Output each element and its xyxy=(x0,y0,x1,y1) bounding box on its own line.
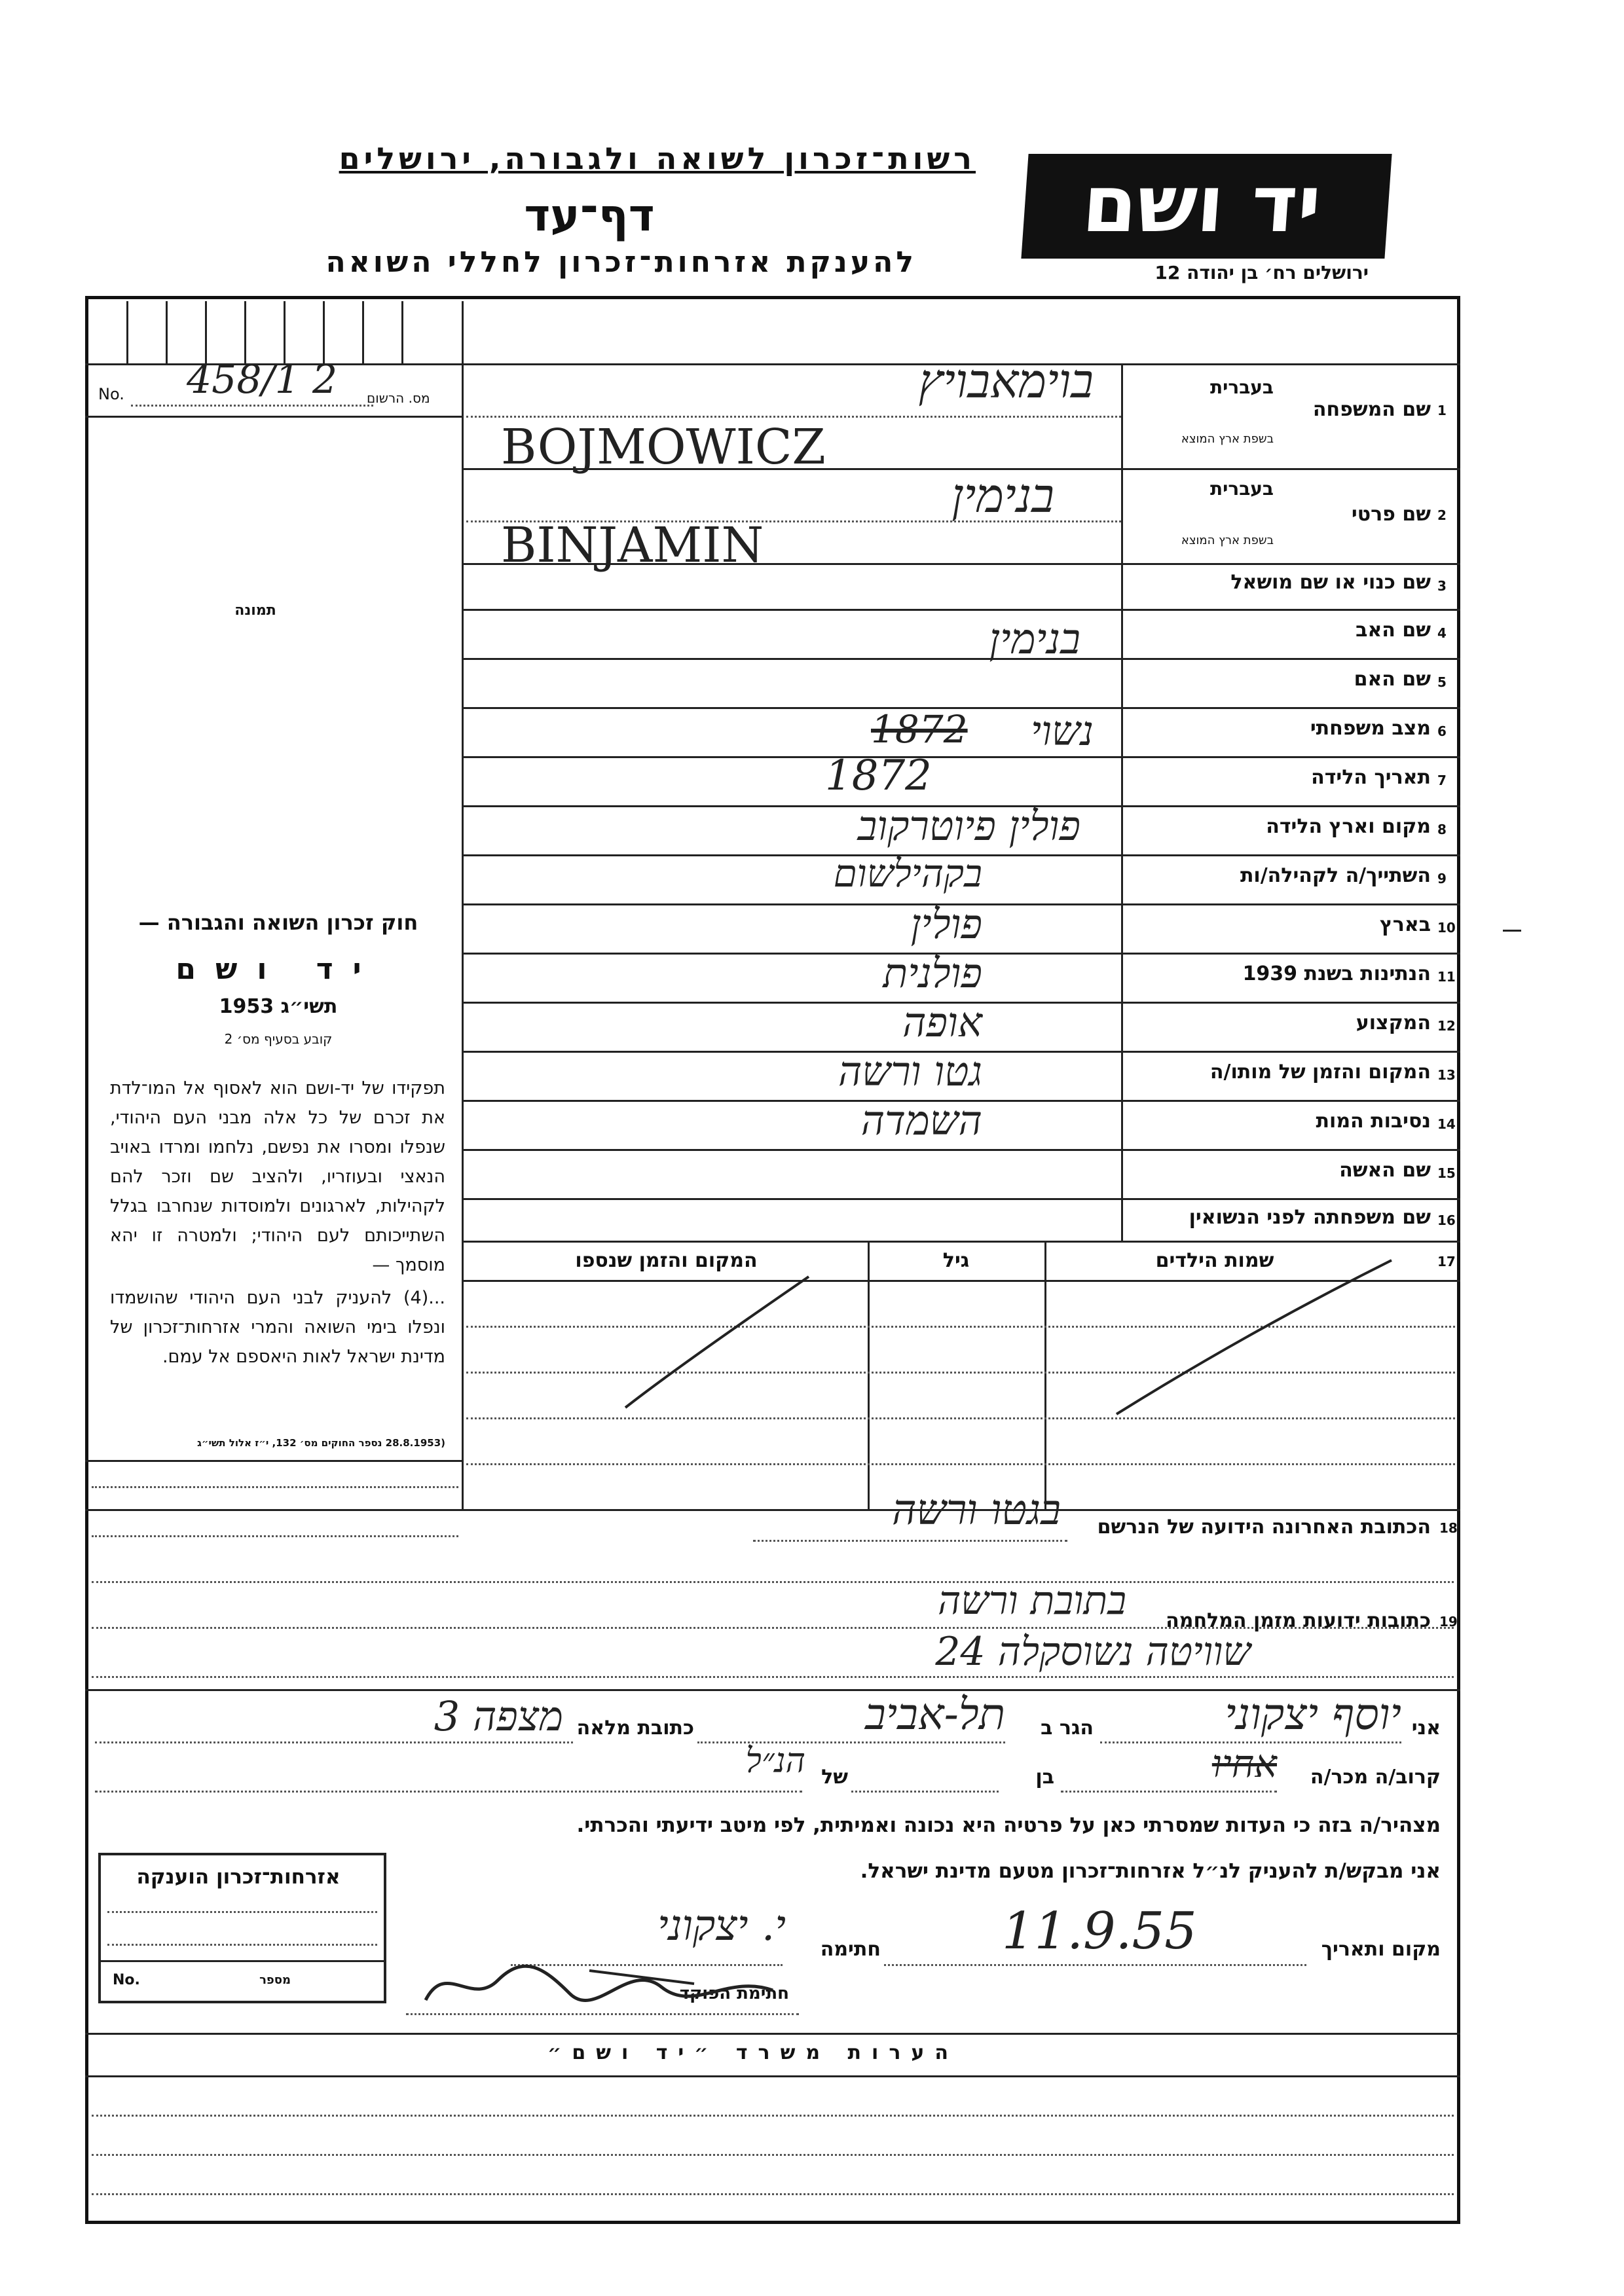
field-7-number: 7 xyxy=(1437,773,1447,788)
field-16-label: שם משפחתה לפני הנשואין xyxy=(1189,1206,1431,1229)
field-4-label: שם האב xyxy=(1356,619,1431,642)
children-strikeout-marks xyxy=(462,1241,1460,1509)
field-10-number: 10 xyxy=(1437,920,1456,936)
field-7-value[interactable]: 1872 xyxy=(825,752,932,800)
field-15-label: שם האשה xyxy=(1339,1159,1431,1182)
field-7-label: תאריך הלידה xyxy=(1311,766,1431,789)
field-8-label: מקום וארץ הלידה xyxy=(1266,815,1431,838)
field-2-value-hebrew[interactable]: בנימין xyxy=(951,468,1054,523)
place-date-value[interactable]: 11.9.55 xyxy=(1002,1902,1197,1961)
children-col-names: שמות הילדים xyxy=(1155,1249,1274,1272)
citizenship-box-title: אזרחות־זכרון הוענקה xyxy=(136,1865,341,1889)
citizenship-box-number-en: No. xyxy=(113,1972,140,1988)
citizenship-granted-box xyxy=(98,1853,386,2003)
field-5-number: 5 xyxy=(1437,674,1447,690)
field-9-label: השתייך/ה לקהילה/ות xyxy=(1240,864,1431,887)
declarant-of-label: של xyxy=(821,1766,848,1789)
field-2-number: 2 xyxy=(1437,507,1447,523)
declarant-name[interactable]: יוסף יצקוני xyxy=(1225,1689,1401,1740)
field-9-value[interactable]: בקהילשום xyxy=(833,851,982,896)
declarant-son-label: בן xyxy=(1035,1766,1054,1789)
children-col-place: המקום והזמן שנספו xyxy=(575,1249,758,1272)
signature-value[interactable]: י. יצקוני xyxy=(657,1902,786,1950)
institution-line: רשות־זכרון לשואה ולגבורה, ירושלים xyxy=(339,141,976,176)
law-title: חוק זכרון השואה והגבורה — xyxy=(138,910,418,935)
field-1-sub-hebrew: בעברית xyxy=(1209,376,1274,398)
field-8-number: 8 xyxy=(1437,822,1447,837)
field-2-sub-hebrew: בעברית xyxy=(1209,478,1274,500)
field-19-number: 19 xyxy=(1439,1614,1458,1630)
registry-no-label: No. xyxy=(98,385,124,403)
law-paragraph-2: ...(4) להעניק לבני העם היהודי שהושמדו ונפלו בימי השואה והמרי אזרחות־זכרון של מדינת ישראל לאות היאספם אל עמם. xyxy=(110,1288,445,1367)
logo-text: יד ושם xyxy=(1079,159,1324,250)
field-6-value[interactable]: נשוי xyxy=(1030,707,1094,755)
field-6-label: מצב משפחתי xyxy=(1310,717,1431,740)
field-18-number: 18 xyxy=(1439,1520,1458,1536)
field-11-number: 11 xyxy=(1437,969,1456,985)
children-col-age: גיל xyxy=(942,1249,970,1272)
field-11-value[interactable]: פולנית xyxy=(883,949,982,997)
law-name: יד ושם xyxy=(175,953,381,986)
form-subtitle: להענקת אזרחות־זכרון לחללי השואה xyxy=(325,246,917,279)
field-4-value[interactable]: בנימין xyxy=(989,615,1080,664)
field-13-number: 13 xyxy=(1437,1067,1456,1083)
field-15-number: 15 xyxy=(1437,1165,1456,1181)
field-3-number: 3 xyxy=(1437,578,1447,594)
law-reference: (28.8.1953 נספר החוקים מס׳ 132, י״ז אלול תשי״ג xyxy=(197,1437,445,1449)
declaration-text: מצהיר/ה בזה כי העדות שמסרתי כאן על פרטיה היא נכונה ואמיתית, לפי מיטב ידיעתי והכרתי. xyxy=(576,1813,1441,1837)
field-3-label: שם כנוי או שם מושאל xyxy=(1230,571,1431,594)
declarant-lives-label: הגר ב xyxy=(1041,1717,1094,1740)
request-text: אני מבקש/ת להעניק לנ״ל אזרחות־זכרון מטעם מדינת ישראל. xyxy=(860,1859,1441,1883)
yad-vashem-logo xyxy=(1021,154,1392,259)
field-18-value[interactable]: בגטו ורשה xyxy=(892,1486,1061,1535)
form-title: דף־עד xyxy=(524,190,655,242)
field-1-value-original[interactable]: BOJMOWICZ xyxy=(501,419,826,475)
field-19-label: כתובות ידועות מזמן המלחמה xyxy=(1166,1609,1431,1632)
field-11-label: הנתינות בשנת 1939 xyxy=(1242,962,1431,985)
field-10-value[interactable]: פולין xyxy=(910,900,982,948)
field-12-value[interactable]: אופה xyxy=(902,998,982,1046)
field-14-number: 14 xyxy=(1437,1116,1456,1132)
law-clause-ref: קובע בסעיף מס׳ 2 xyxy=(224,1031,333,1047)
declarant-of-value[interactable]: הנ״ל xyxy=(745,1741,805,1781)
registry-label: מס. הרשום xyxy=(367,390,430,406)
place-date-label: מקום ותאריך xyxy=(1321,1938,1441,1961)
field-1-number: 1 xyxy=(1437,403,1447,418)
field-19-value-1[interactable]: בתובת ורשה xyxy=(938,1578,1126,1624)
law-year: תשי״ג 1953 xyxy=(219,995,338,1018)
address-line: ירושלים רח׳ בן יהודה 12 xyxy=(1154,262,1369,283)
law-paragraph-1: תפקידו של יד-ושם הוא לאסוף אל המו־לדת את זכרם של כל אלה מבני העם היהודי, שנפלו ומסרו את נפשם, נלחמו ומרדו באויב הנאצי ובעוזריו, ולהציב שם וזכר להם לקהילות, לארגונים ולמוסדות שנחרבו בגלל השתייכותם לעם היהודי; ולמטרה זו יהא מוסמך — xyxy=(110,1078,445,1275)
field-16-number: 16 xyxy=(1437,1212,1456,1228)
field-2-value-original[interactable]: BINJAMIN xyxy=(501,517,764,574)
signature-label: חתימה xyxy=(820,1938,881,1961)
field-14-label: נסיבות המות xyxy=(1316,1110,1431,1133)
citizenship-box-number-he: מספר xyxy=(259,1973,291,1987)
field-8-value[interactable]: פולין פיוטרקוב xyxy=(857,802,1080,850)
field-2-sub-original: בשפת ארץ המוצא xyxy=(1181,534,1274,547)
photo-label: תמונה xyxy=(234,602,276,619)
declarant-i-label: אני xyxy=(1411,1717,1441,1740)
field-17-number: 17 xyxy=(1437,1254,1456,1269)
declarant-address[interactable]: מצפה 3 xyxy=(434,1692,563,1740)
official-signature-scribble xyxy=(419,1954,786,2013)
field-2-label: שם פרטי xyxy=(1351,503,1431,526)
declarant-address-label: כתובת מלאה xyxy=(576,1717,694,1740)
field-5-label: שם האם xyxy=(1354,668,1431,691)
declarant-city[interactable]: תל-אביב xyxy=(865,1689,1005,1740)
field-4-number: 4 xyxy=(1437,625,1447,641)
field-14-value[interactable]: השמדה xyxy=(860,1097,982,1144)
field-18-label: הכתובת האחרונה הידועה של הנרשם xyxy=(1097,1516,1431,1539)
field-10-label: בארץ xyxy=(1379,913,1431,936)
field-6-struck-value: 1872 xyxy=(871,707,968,752)
field-1-sub-original: בשפת ארץ המוצא xyxy=(1181,432,1274,446)
official-signature-label: חתימת הפוקד xyxy=(679,1984,789,2003)
field-1-value-hebrew[interactable]: בוימאבויץ xyxy=(918,354,1094,409)
field-13-label: המקום והזמן של מותו/ה xyxy=(1209,1061,1431,1084)
field-19-value-2[interactable]: שוויטה נשוסקלה 24 xyxy=(935,1629,1251,1675)
declarant-relation[interactable]: אחיו xyxy=(1211,1741,1277,1786)
field-13-value[interactable]: גטו ורשה xyxy=(838,1048,982,1095)
registry-number: 458/1 2 xyxy=(187,357,338,403)
field-12-number: 12 xyxy=(1437,1018,1456,1034)
field-9-number: 9 xyxy=(1437,871,1447,886)
declarant-relative-label: קרוב/ה מכר/ה xyxy=(1310,1766,1441,1789)
field-1-label: שם המשפחה xyxy=(1312,398,1431,421)
office-notes-title: הערות משרד ״יד ושם״ xyxy=(547,2041,959,2064)
field-12-label: המקצוע xyxy=(1356,1011,1431,1034)
field-6-number: 6 xyxy=(1437,723,1447,739)
